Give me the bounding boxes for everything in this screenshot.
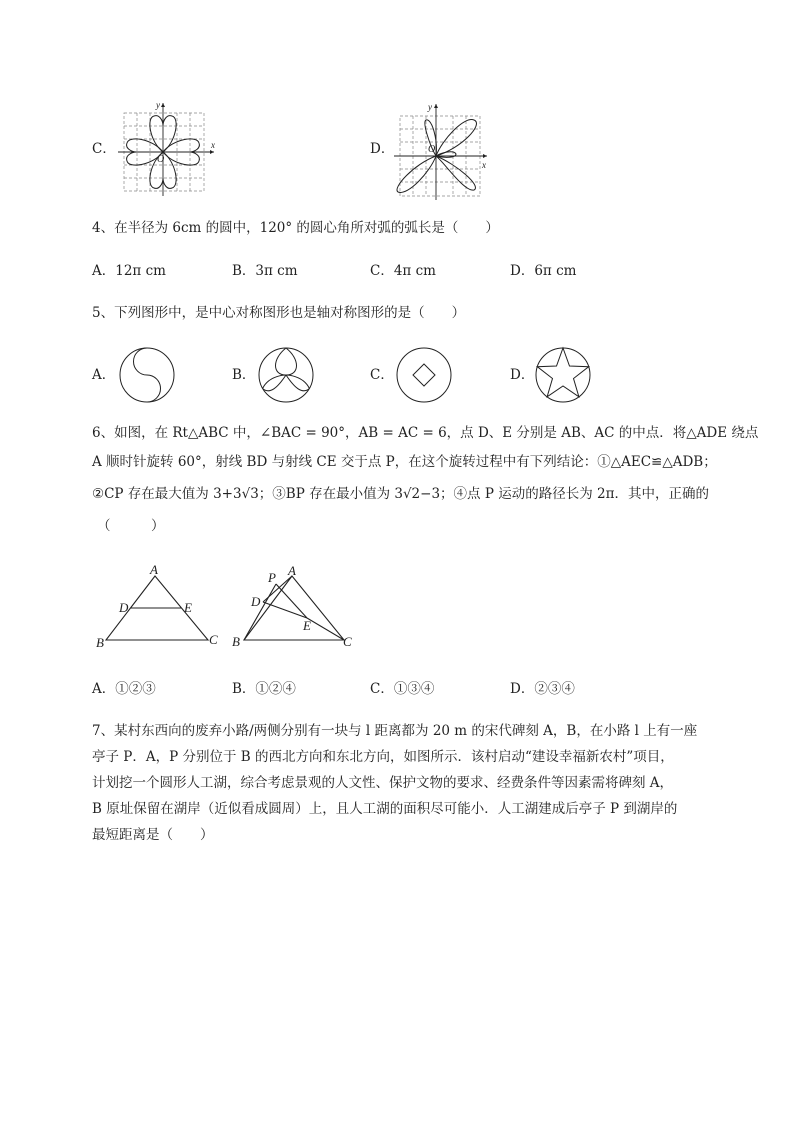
q6-line-1: 6、如图，在 Rt△ABC 中，∠BAC = 90°，AB = AC = 6，点 D、E 分别是 AB、AC 的中点．将△ADE 绕点 bbox=[92, 425, 759, 441]
q7-line-5: 最短距离是（ ） bbox=[92, 827, 214, 843]
q5-option-c-label: C． bbox=[370, 367, 394, 383]
q6-option-a: A．①②③ bbox=[92, 681, 156, 697]
q4-option-a: A．12π cm bbox=[92, 263, 166, 279]
q3c-x-label: x bbox=[211, 140, 215, 150]
q6-line-4: （ ） bbox=[97, 518, 165, 534]
q7-line-3: 计划挖一个圆形人工湖，综合考虑景观的人文性、保护文物的要求、经费条件等因素需将碑刻 A， bbox=[92, 775, 674, 791]
q3-option-c-label: C． bbox=[92, 141, 116, 157]
q6r-label-d: D bbox=[251, 594, 261, 609]
q5-stem: 5、下列图形中，是中心对称图形也是轴对称图形的是（ ） bbox=[92, 305, 466, 321]
q3c-origin-label: O bbox=[157, 154, 165, 165]
q6-option-d: D．②③④ bbox=[510, 681, 575, 697]
q5-option-d-label: D． bbox=[510, 367, 535, 383]
q4-option-c: C．4π cm bbox=[370, 263, 436, 279]
q6r-label-a: A bbox=[288, 563, 296, 578]
q6-option-b: B．①②④ bbox=[232, 681, 296, 697]
q6l-label-c: C bbox=[209, 632, 218, 647]
q3d-x-label: x bbox=[482, 160, 486, 170]
q6l-label-d: D bbox=[119, 600, 129, 615]
q5-option-b-label: B． bbox=[232, 367, 256, 383]
q6-figure-left bbox=[90, 562, 220, 652]
q6-line-3: ②CP 存在最大值为 3+3√3；③BP 存在最小值为 3√2−3；④点 P 运动的路径长为 2π．其中，正确的 bbox=[92, 486, 709, 502]
q7-line-2: 亭子 P．A，P 分别位于 B 的西北方向和东北方向，如图所示．该村启动“建设幸福新农村”项目， bbox=[92, 749, 674, 765]
q7-line-1: 7、某村东西向的废弃小路/两侧分别有一块与 l 距离都为 20 m 的宋代碑刻 A，B，在小路 l 上有一座 bbox=[92, 723, 698, 739]
q6-line-2: A 顺时针旋转 60°，射线 BD 与射线 CE 交于点 P，在这个旋转过程中有下列结论：①△AEC≌△ADB； bbox=[92, 454, 717, 470]
q4-stem: 4、在半径为 6cm 的圆中，120° 的圆心角所对弧的弧长是（ ） bbox=[92, 220, 499, 236]
q5-option-d-figure bbox=[533, 345, 593, 405]
q6l-label-e: E bbox=[184, 600, 192, 615]
q6r-label-c: C bbox=[343, 634, 352, 649]
q3-option-d-figure bbox=[392, 100, 492, 200]
q5-option-c-figure bbox=[394, 345, 454, 405]
q5-option-a-figure bbox=[117, 345, 177, 405]
q3-option-c-figure bbox=[116, 100, 220, 196]
q6r-label-b: B bbox=[232, 634, 240, 649]
q3d-y-label: y bbox=[428, 102, 432, 112]
q4-option-d: D．6π cm bbox=[510, 263, 577, 279]
q6-figure-right bbox=[226, 562, 356, 652]
q6-option-c: C．①③④ bbox=[370, 681, 435, 697]
q6r-label-e: E bbox=[303, 618, 311, 633]
q3-option-d-label: D． bbox=[370, 141, 395, 157]
q4-option-b: B．3π cm bbox=[232, 263, 298, 279]
q5-option-b-figure bbox=[256, 345, 316, 405]
q5-option-a-label: A． bbox=[92, 367, 116, 383]
q6l-label-b: B bbox=[96, 635, 104, 650]
q3c-y-label: y bbox=[156, 100, 160, 110]
q6r-label-p: P bbox=[268, 570, 276, 585]
q3d-origin-label: O bbox=[428, 144, 436, 155]
q6l-label-a: A bbox=[150, 562, 158, 577]
q7-line-4: B 原址保留在湖岸（近似看成圆周）上，且人工湖的面积尽可能小．人工湖建成后亭子 P 到湖岸的 bbox=[92, 801, 678, 817]
